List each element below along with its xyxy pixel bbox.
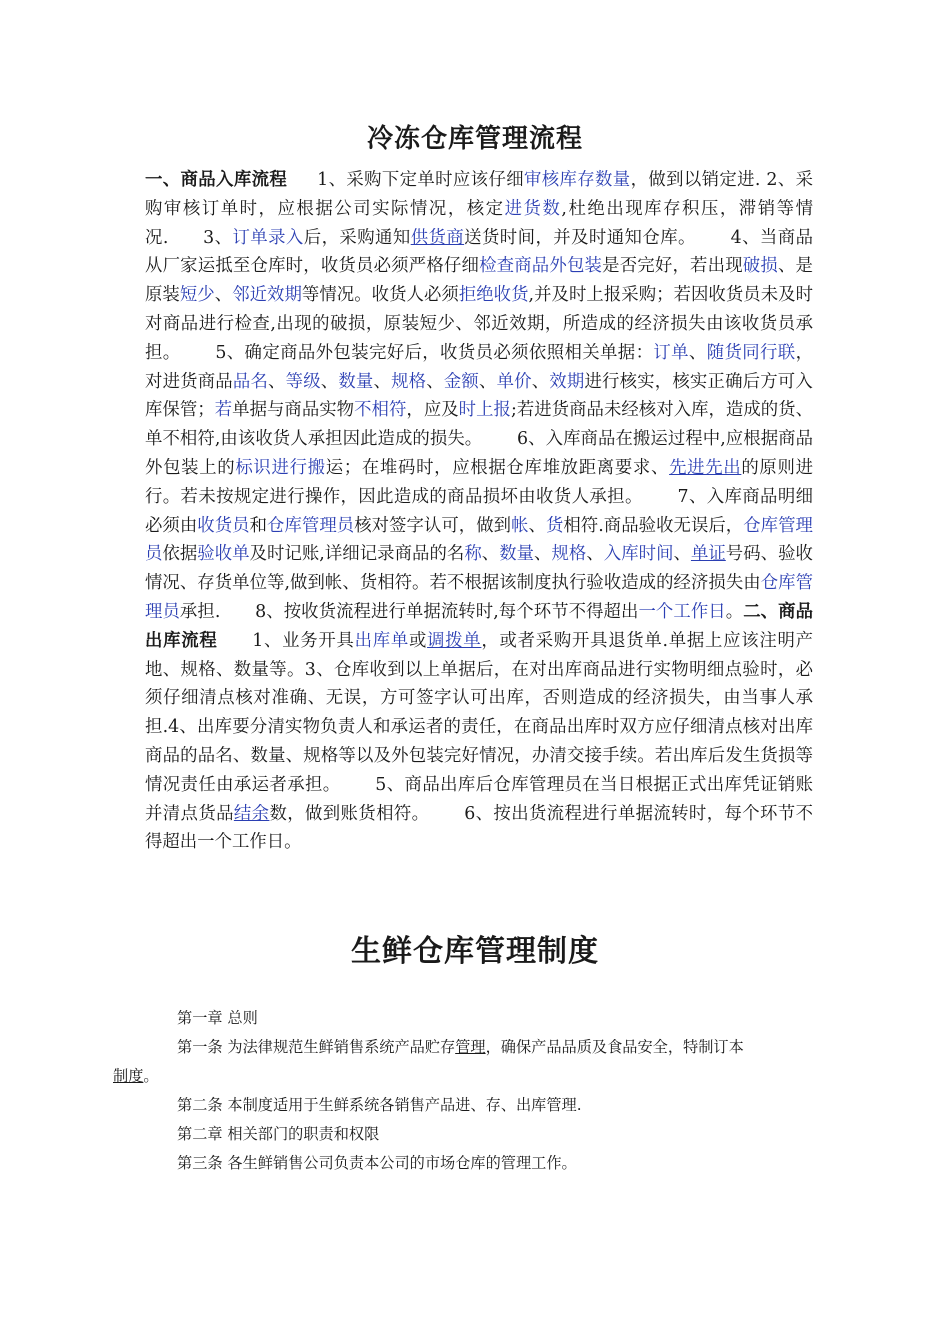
text-run: 和 (249, 515, 268, 536)
inbound-text (145, 170, 813, 622)
text-run: ，做到以销定进. 2、采购审核订单时，应根据公司实际情况，核定 (145, 170, 813, 219)
highlight-term: 品名 (232, 371, 269, 392)
text-run: 1、业务开具 (217, 630, 355, 651)
text-run: 1、采购下定单时应该仔细 (317, 170, 524, 190)
article-1 (113, 1033, 813, 1091)
highlight-term: 拒绝收货 (458, 285, 529, 306)
highlight-term: 仓库管理员 (145, 515, 813, 565)
text-run: 核对签字认可，做到 (354, 515, 512, 536)
highlight-term: 验收单 (197, 544, 250, 565)
text-run: 或 (408, 630, 428, 651)
inbound-heading: 一、商品入库流程 (145, 170, 288, 190)
chapter-2: 第二章 相关部门的职责和权限 (177, 1125, 380, 1143)
highlight-term: 单价 (496, 371, 532, 392)
text-run: 、 (426, 371, 444, 392)
text-run: 是否完好，若出现 (602, 256, 743, 277)
highlight-term: 审核库存数量 (523, 170, 631, 190)
text-run: 数，做到账货相符。 6、按出货流程进行单据流转时，每个环节不得超出一个工作日。 (145, 803, 813, 853)
highlight-term: 入库时间 (603, 544, 674, 565)
highlight-term: 帐 (511, 515, 529, 536)
text-run: 、 (214, 285, 233, 306)
link-management[interactable]: 管理 (455, 1038, 486, 1056)
article-1-end: 。 (143, 1067, 159, 1085)
text-run: 的原则进行。若未按规定进行操作，因此造成的商品损坏由收货人承担。 7、入库商品明细必须由 (145, 457, 813, 536)
hyperlink[interactable]: 先进先出 (669, 457, 742, 478)
text-run: ;若进货商品未经核对入库，造成的货、单不相符,由该收货人承担因此造成的损失。 6、入库商品在搬运过程中,应根据商品外包装上的 (145, 400, 813, 478)
highlight-term: 若 (214, 400, 233, 421)
inbound-outbound-paragraph (145, 166, 813, 857)
highlight-term: 收货员 (197, 515, 250, 536)
text-run: 及时记账,详细记录商品的名 (249, 544, 465, 565)
outbound-heading: 二、商品出库流程 (145, 601, 813, 651)
text-run: 、 (531, 371, 550, 392)
highlight-term: 进货数 (504, 198, 562, 219)
highlight-term: 时上报 (458, 400, 511, 421)
highlight-term: 金额 (443, 371, 479, 392)
text-run: 送货时间，并及时通知仓库。 4、当商品从厂家运抵至仓库时，收货员必须严格仔细 (145, 227, 813, 277)
text-run: 、 (373, 371, 392, 392)
text-run: 运；在堆码时，应根据仓库堆放距离要求、 (325, 457, 670, 478)
highlight-term: 等级 (285, 371, 321, 392)
text-run: 、 (673, 544, 691, 565)
highlight-term: 数量 (499, 544, 535, 565)
text-run: 、 (268, 371, 286, 392)
highlight-term: 订单 (653, 342, 689, 363)
section-title: 生鲜仓库管理制度 (351, 934, 599, 969)
text-run: 、是原装 (145, 256, 813, 306)
highlight-term: 检查商品外包装 (479, 256, 603, 277)
highlight-term: 标识进行搬 (235, 457, 326, 478)
hyperlink[interactable]: 单证 (690, 544, 726, 565)
highlight-term: 称 (464, 544, 482, 565)
highlight-term: 仓库管理员 (267, 515, 355, 536)
highlight-term: 随货同行联 (706, 342, 796, 363)
article-1-text-2: ，确保产品品质及食品安全，特制订本 (485, 1038, 744, 1056)
highlight-term: 仓库管理员 (145, 573, 813, 622)
highlight-term: 破损 (742, 256, 778, 277)
highlight-term: 订单录入 (232, 227, 304, 248)
highlight-term: 数量 (338, 371, 374, 392)
text-run: ,杜绝出现库存积压，滞销等情况. 3、 (145, 198, 813, 248)
text-run: ，或者采购开具退货单.单据上应该注明产地、规格、数量等。3、仓库收到以上单据后，在对出库商品进行实物明细点验时，必须仔细清点核对准确、无误，方可签字认可出库，否则造成的经济损失，由当事人承担.4、出库要分清实物负责人和承运者的责任，在商品出库时双方应仔细清点核对出库商品的品名、数量、规格等以及外包装完好情况，办清交接手续。若出库后发生货损等情况责任由承运者承担。 5、商品出库后仓库管理员在当日根据正式出库凭证销账并清点货品 (145, 630, 813, 824)
highlight-term: 一个工作日 (638, 601, 726, 622)
text-run: 。 (725, 601, 744, 622)
article-1-text: 第一条 为法律规范生鲜销售系统产品贮存 (177, 1038, 456, 1056)
text-run: 单据与商品实物 (232, 400, 355, 421)
highlight-term: 短少 (179, 285, 215, 306)
highlight-term: 邻近效期 (232, 285, 302, 306)
text-run: 相符.商品验收无误后， (563, 515, 744, 536)
hyperlink[interactable]: 调拨单 (427, 630, 482, 651)
text-run: 、 (688, 342, 707, 363)
text-run: 承担. 8、按收货流程进行单据流转时,每个环节不得超出 (179, 601, 639, 622)
highlight-term: 不相符 (354, 400, 407, 421)
text-run: 等情况。收货人必须 (301, 285, 459, 306)
hyperlink[interactable]: 供货商 (410, 227, 465, 248)
highlight-term: 规格 (551, 544, 587, 565)
text-run: 、 (586, 544, 604, 565)
chapter-1: 第一章 总则 (177, 1009, 258, 1027)
article-3: 第三条 各生鲜销售公司负责本公司的市场仓库的管理工作。 (177, 1154, 577, 1172)
highlight-term: 效期 (549, 371, 585, 392)
link-system[interactable]: 制度 (113, 1067, 144, 1085)
highlight-term: 货 (545, 515, 564, 536)
text-run: 后，采购通知 (303, 227, 411, 248)
text-run: ，应及 (406, 400, 459, 421)
text-run: 依据 (162, 544, 198, 565)
rules-section (113, 1004, 813, 1178)
text-run: 、 (320, 371, 339, 392)
outbound-text (145, 631, 813, 853)
text-run: 进行核实，核实正确后方可入库保管； (145, 371, 813, 421)
text-run: 号码、验收情况、存货单位等,做到帐、货相符。若不根据该制度执行验收造成的经济损失由 (145, 544, 813, 594)
hyperlink[interactable]: 结余 (233, 803, 270, 824)
document-title: 冷冻仓库管理流程 (366, 124, 583, 154)
text-run: 、 (528, 515, 546, 536)
text-run: ，对进货商品 (145, 342, 813, 392)
highlight-term: 规格 (391, 371, 427, 392)
highlight-term: 出库单 (354, 630, 409, 651)
text-run: ,并及时上报采购；若因收货员未及时对商品进行检查,出现的破损，原装短少、邻近效期，所造成的经济损失由该收货员承担。 5、确定商品外包装完好后，收货员必须依照相关单据： (145, 285, 813, 363)
text-run: 、 (478, 371, 497, 392)
article-2: 第二条 本制度适用于生鲜系统各销售产品进、存、出库管理. (177, 1096, 582, 1114)
text-run: 、 (534, 544, 552, 565)
text-run: 、 (481, 544, 500, 565)
